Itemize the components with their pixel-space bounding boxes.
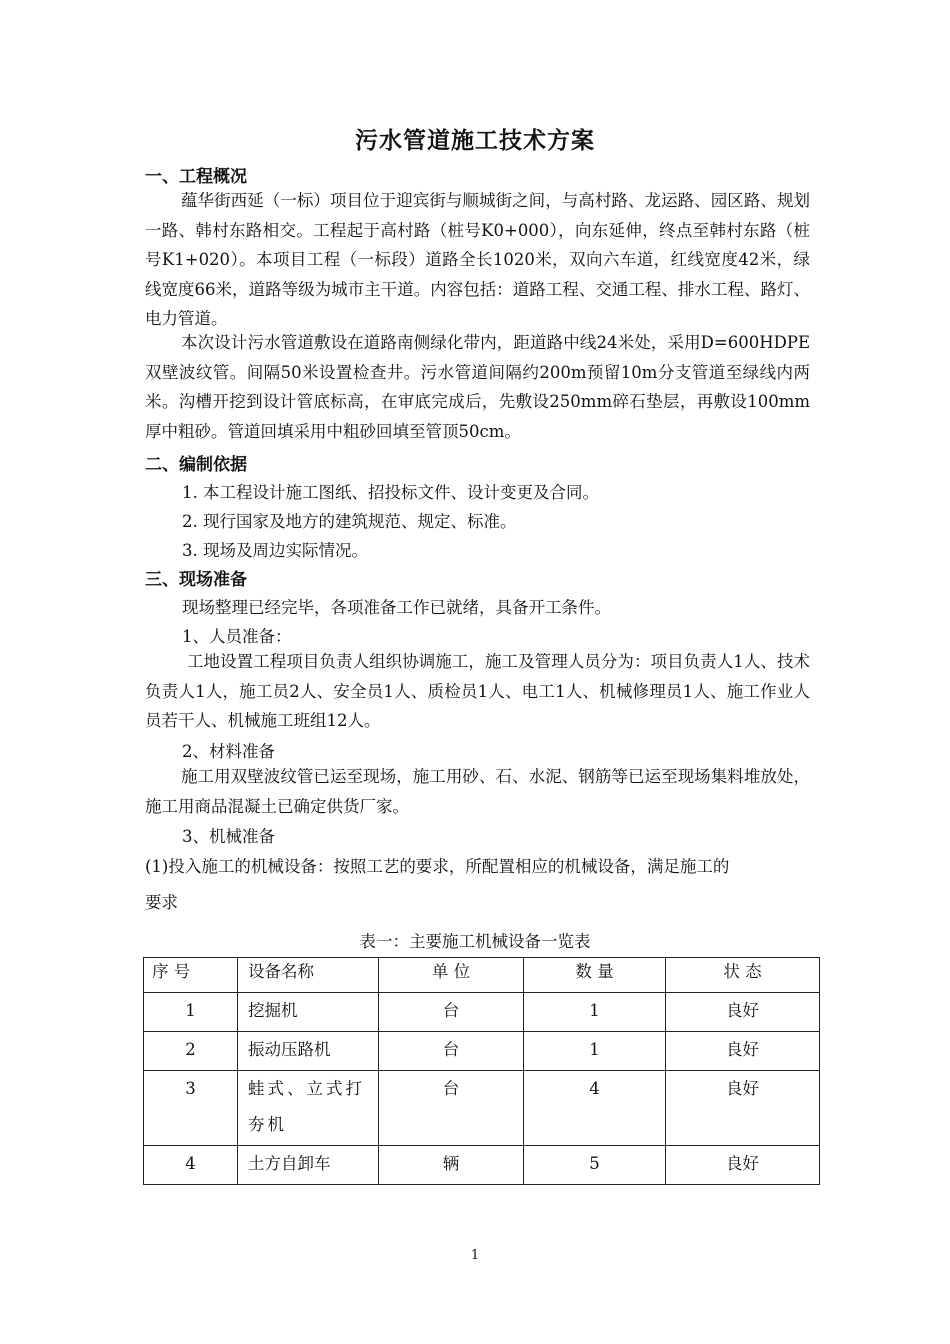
cell-unit: 台 [379,1071,524,1146]
cell-unit: 台 [379,993,524,1032]
site-prep-intro: 现场整理已经完毕，各项准备工作已就绪，具备开工条件。 [182,598,611,617]
cell-name: 振动压路机 [238,1032,379,1071]
cell-qty: 5 [524,1146,666,1185]
header-cell: 序 号 [144,958,238,993]
basis-item: 3. 现场及周边实际情况。 [182,541,368,560]
cell-name: 挖掘机 [238,993,379,1032]
table-row [144,1032,820,1071]
header-cell: 状 态 [666,958,820,993]
personnel-paragraph: 工地设置工程项目负责人组织协调施工，施工及管理人员分为：项目负责人1人、技术负责人1人，施工员2人、安全员1人、质检员1人、电工1人、机械修理员1人、施工作业人员若干人、机械施工班组12人。 [145,652,810,730]
overview-paragraph-2: 本次设计污水管道敷设在道路南侧绿化带内，距道路中线24米处，采用D=600HDPE双壁波纹管。间隔50米设置检查井。污水管道间隔约200m预留10m分支管道至绿线内两米。沟槽开挖到设计管底标高，在审底完成后，先敷设250mm碎石垫层，再敷设100mm厚中粗砂。管道回填采用中粗砂回填至管顶50cm。 [145,333,810,441]
page-title: 污水管道施工技术方案 [355,127,595,154]
cell-qty: 1 [524,993,666,1032]
cell-unit: 辆 [379,1146,524,1185]
cell-status: 良好 [666,1071,820,1146]
basis-item: 1. 本工程设计施工图纸、招投标文件、设计变更及合同。 [182,483,599,502]
table-row [144,993,820,1032]
cell-status: 良好 [666,1032,820,1071]
header-cell: 数 量 [524,958,666,993]
cell-no: 2 [144,1032,238,1071]
machinery-heading: 3、机械准备 [182,827,275,846]
machinery-text-continued: 要求 [145,893,178,912]
basis-item: 2. 现行国家及地方的建筑规范、规定、标准。 [182,512,517,531]
personnel-heading: 1、人员准备： [182,627,292,646]
materials-paragraph: 施工用双壁波纹管已运至现场，施工用砂、石、水泥、钢筋等已运至现场集料堆放处，施工用商品混凝土已确定供货厂家。 [145,767,810,816]
table-row [144,1071,820,1146]
page-number: 1 [470,1248,480,1263]
cell-unit: 台 [379,1032,524,1071]
cell-status: 良好 [666,1146,820,1185]
cell-no: 3 [144,1071,238,1146]
cell-no: 4 [144,1146,238,1185]
cell-no: 1 [144,993,238,1032]
cell-qty: 4 [524,1071,666,1146]
overview-paragraph-1: 蕴华街西延（一标）项目位于迎宾街与顺城街之间，与高村路、龙运路、园区路、规划一路、韩村东路相交。工程起于高村路（桩号K0+000），向东延伸，终点至韩村东路（桩号K1+020）。本项目工程（一标段）道路全长1020米，双向六车道，红线宽度42米，绿线宽度66米，道路等级为城市主干道。内容包括：道路工程、交通工程、排水工程、路灯、电力管道。 [145,191,810,328]
materials-heading: 2、材料准备 [182,742,275,761]
machinery-text: (1)投入施工的机械设备：按照工艺的要求，所配置相应的机械设备，满足施工的 [145,857,730,876]
cell-qty: 1 [524,1032,666,1071]
section-heading-basis: 二、编制依据 [145,455,247,475]
cell-status: 良好 [666,993,820,1032]
section-heading-site-prep: 三、现场准备 [145,570,247,590]
table-row [144,1146,820,1185]
header-cell: 设备名称 [238,958,379,993]
table-caption: 表一：主要施工机械设备一览表 [359,932,591,951]
cell-name: 蛙式、立式打夯机 [238,1071,379,1146]
cell-name: 土方自卸车 [238,1146,379,1185]
equipment-table [143,957,820,1185]
header-cell: 单 位 [379,958,524,993]
section-heading-overview: 一、工程概况 [145,167,247,187]
table-header-row [144,958,820,993]
